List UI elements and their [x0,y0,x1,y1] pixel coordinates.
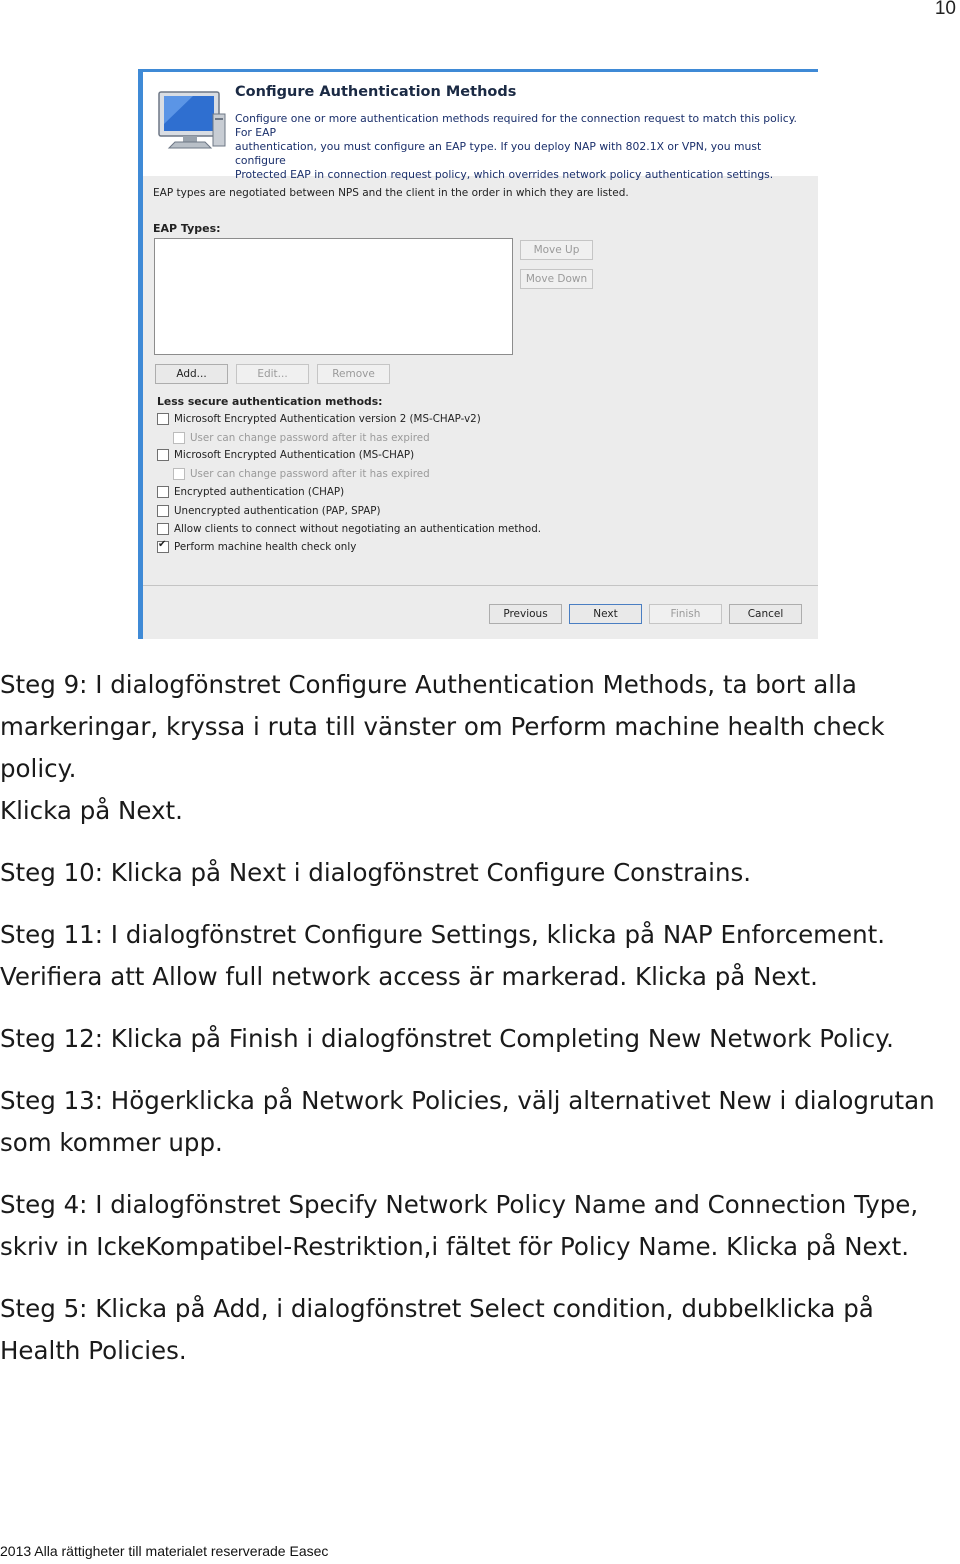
checkbox[interactable] [157,413,169,425]
less-secure-methods-label: Less secure authentication methods: [157,395,383,408]
option-label: Encrypted authentication (CHAP) [174,486,345,498]
move-up-button[interactable]: Move Up [520,240,593,260]
remove-button[interactable]: Remove [317,364,390,384]
checkbox[interactable] [173,468,185,480]
dialog-screenshot [138,69,818,639]
step-9-next: Klicka på Next. [0,796,183,825]
option-ms-chap[interactable] [157,449,414,461]
add-button[interactable]: Add... [155,364,228,384]
option-label: User can change password after it has expired [190,432,430,444]
option-label: Microsoft Encrypted Authentication (MS-CHAP) [174,449,415,461]
previous-button[interactable]: Previous [489,604,562,624]
option-no-negotiation[interactable] [157,523,541,535]
option-label: Unencrypted authentication (PAP, SPAP) [174,505,381,517]
monitor-icon [153,86,229,152]
option-ms-chap-v2-change-password[interactable] [173,432,430,444]
page-number: 10 [934,0,956,19]
option-label: Microsoft Encrypted Authentication version 2 (MS-CHAP-v2) [174,413,481,425]
checkbox[interactable] [173,432,185,444]
step-11: Steg 11: I dialogfönstret Configure Settings, klicka på NAP Enforcement. Verifiera att Allow full network access är markerad. Klicka på Next. [0,920,886,991]
step-12: Steg 12: Klicka på Finish i dialogfönstret Completing New Network Policy. [0,1024,894,1053]
step-9: Steg 9: I dialogfönstret Configure Authentication Methods, ta bort alla markeringar, kryssa i ruta till vänster om Perform machine health check policy. [0,670,885,783]
instruction-steps [0,664,945,1392]
option-chap[interactable] [157,486,344,498]
finish-button[interactable]: Finish [649,604,722,624]
divider [143,585,818,586]
option-ms-chap-v2[interactable] [157,413,481,425]
dialog-title: Configure Authentication Methods [235,84,517,100]
checkbox-checked[interactable] [157,541,169,553]
checkbox[interactable] [157,505,169,517]
eap-types-list[interactable] [154,238,513,355]
option-label: Allow clients to connect without negotiating an authentication method. [174,523,542,535]
page-footer: 2013 Alla rättigheter till materialet reserverade Easec [0,1543,329,1559]
option-ms-chap-change-password[interactable] [173,468,430,480]
step-10: Steg 10: Klicka på Next i dialogfönstret Configure Constrains. [0,858,752,887]
checkbox[interactable] [157,523,169,535]
cancel-button[interactable]: Cancel [729,604,802,624]
edit-button[interactable]: Edit... [236,364,309,384]
option-pap-spap[interactable] [157,505,380,517]
eap-types-label: EAP Types: [153,222,221,235]
eap-order-note: EAP types are negotiated between NPS and the client in the order in which they are listed. [153,187,629,199]
step-13: Steg 13: Högerklicka på Network Policies, välj alternativet New i dialogrutan som kommer upp. [0,1086,935,1157]
dialog-description: Configure one or more authentication methods required for the connection request to match this policy. For EAP authentication, you must configure an EAP type. If you deploy NAP with 802.1X or VPN, you must configure Protected EAP in connection request policy, which overrides network policy authentication settings. [235,112,797,181]
option-label: User can change password after it has expired [190,468,430,480]
move-down-button[interactable]: Move Down [520,269,593,289]
checkbox[interactable] [157,449,169,461]
next-button[interactable]: Next [569,604,642,624]
checkbox[interactable] [157,486,169,498]
option-machine-health-check[interactable] [157,541,356,553]
dialog-header [143,72,818,181]
option-label: Perform machine health check only [174,541,357,553]
step-4: Steg 4: I dialogfönstret Specify Network Policy Name and Connection Type, skriv in IckeKompatibel-Restriktion,i fältet för Policy Name. Klicka på Next. [0,1190,919,1261]
step-5: Steg 5: Klicka på Add, i dialogfönstret Select condition, dubbelklicka på Health Policies. [0,1294,874,1365]
